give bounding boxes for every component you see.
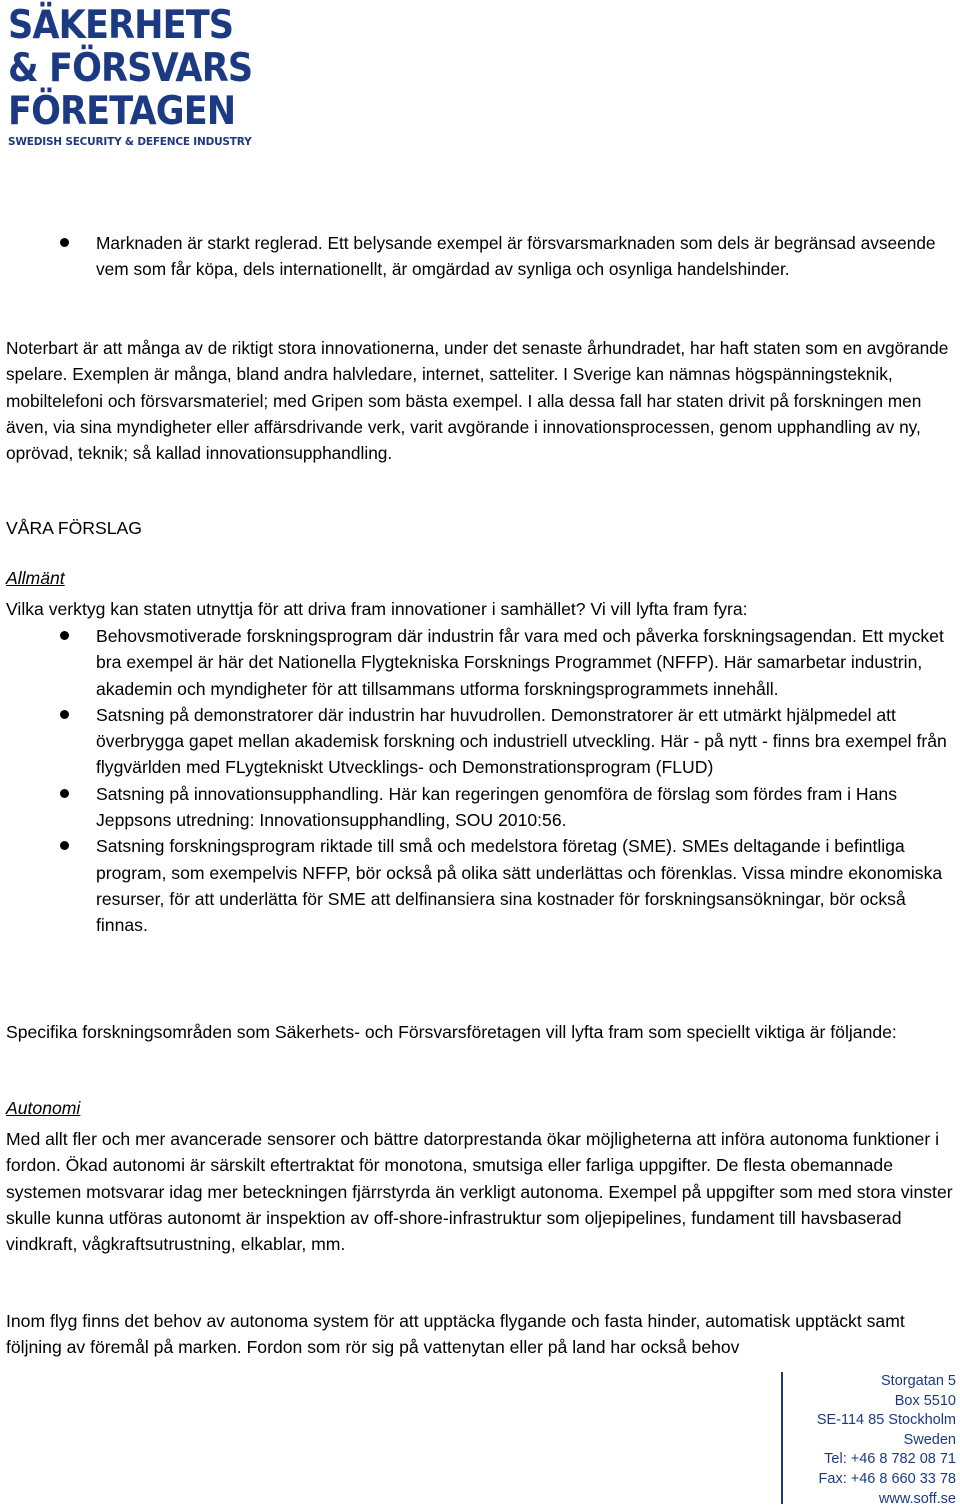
- paragraph-innovation-state: Noterbart är att många av de riktigt stora innovationerna, under det senaste århundradet, har haft staten som en avgörande spelare. Exemplen är många, bland andra halvledare, internet, satteliter. I Sverige kan nämnas högspänningsteknik, mobiltelefoni och försvarsmateriel; med Gripen som bästa exempel. I alla dessa fall har staten drivit på forskningen men även, via sina myndigheter eller affärsdrivande verk, varit avgörande i innovationsprocessen, genom upphandling av ny, oprövad, teknik; så kallad innovationsupphandling.: [6, 338, 949, 464]
- list-item: [6, 833, 954, 938]
- footer-contact: [781, 1372, 956, 1507]
- logo-line-1: SÄKERHETS: [8, 3, 234, 48]
- intro-bullet-text: Marknaden är starkt reglerad. Ett belysande exempel är försvarsmarknaden som dels är begränsad avseende vem som får köpa, dels internationellt, är omgärdad av synliga och osynliga handelshinder.: [96, 233, 936, 280]
- proposals-list: [6, 623, 954, 939]
- footer-web-link[interactable]: www.soff.se: [878, 1490, 956, 1507]
- list-item: [6, 781, 954, 834]
- proposal-text: Satsning forskningsprogram riktade till små och medelstora företag (SME). SMEs deltagande i befintliga program, som exempelvis NFFP, bör också på olika sätt underlättas och förenklas. Vissa mindre ekonomiska resurser, för att underlätta för SME att delfinansiera sina kostnader för forskningsansökningar, bör också finnas.: [96, 836, 943, 936]
- logo-tagline: SWEDISH SECURITY & DEFENCE INDUSTRY: [8, 136, 252, 148]
- bullet-icon: [60, 789, 69, 798]
- company-logo: [8, 3, 253, 148]
- list-item: [6, 623, 954, 702]
- lead-paragraph: Vilka verktyg kan staten utnyttja för att driva fram innovationer i samhället? Vi vill lyfta fram fyra:: [6, 599, 748, 619]
- logo-line-2: & FÖRSVARS: [8, 46, 253, 91]
- bullet-icon: [60, 841, 69, 850]
- proposal-text: Satsning på innovationsupphandling. Här kan regeringen genomföra de förslag som fördes fram i Hans Jeppsons utredning: Innovationsupphandling, SOU 2010:56.: [96, 783, 897, 831]
- footer-fax: Fax: +46 8 660 33 78: [818, 1470, 956, 1487]
- bullet-icon: [60, 238, 69, 247]
- section-heading: VÅRA FÖRSLAG: [6, 518, 142, 538]
- list-item: [6, 702, 954, 781]
- footer-postal: SE-114 85 Stockholm: [816, 1412, 956, 1429]
- footer-street: Storgatan 5: [881, 1373, 956, 1389]
- bullet-icon: [60, 631, 69, 640]
- paragraph-research-areas: Specifika forskningsområden som Säkerhets- och Försvarsföretagen vill lyfta fram som speciellt viktiga är följande:: [6, 1022, 897, 1042]
- footer-box: Box 5510: [894, 1392, 956, 1409]
- footer-country: Sweden: [903, 1431, 956, 1448]
- footer-tel: Tel: +46 8 782 08 71: [824, 1451, 956, 1468]
- proposal-text: Behovsmotiverade forskningsprogram där industrin får vara med och påverka forskningsagendan. Ett mycket bra exempel är här det Nationella Flygtekniska Forsknings Programmet (NFFP). Här samarbetar industrin, akademin och myndigheter för att tillsammans utforma forskningsprogrammets innehåll.: [96, 626, 944, 699]
- intro-bullet-list: [6, 230, 954, 283]
- paragraph-autonomy: Med allt fler och mer avancerade sensorer och bättre datorprestanda ökar möjligheterna att införa autonoma funktioner i fordon. Ökad autonomi är särskilt eftertraktat för monotona, smutsiga eller farliga uppgifter. De flesta obemannade systemen motsvarar idag mer beteckningen fjärrstyrda än verkligt autonoma. Exempel på uppgifter som med stora vinster skulle kunna utföras autonomt är inspektion av off-shore-infrastruktur som oljepipelines, fundament till havsbaserad vindkraft, vågkraftsutrustning, elkablar, mm.: [6, 1129, 953, 1255]
- proposal-text: Satsning på demonstratorer där industrin har huvudrollen. Demonstratorer är ett utmärkt hjälpmedel att överbrygga gapet mellan akademisk forskning och industriell utveckling. Här - på nytt - finns bra exempel från flygvärlden med FLygtekniskt Utvecklings- och Demonstrationsprogram (FLUD): [96, 704, 947, 778]
- logo-line-3: FÖRETAGEN: [8, 89, 236, 134]
- subheading-general: Allmänt: [6, 568, 65, 588]
- paragraph-aviation: Inom flyg finns det behov av autonoma system för att upptäcka flygande och fasta hinder, automatisk upptäckt samt följning av föremål på marken. Fordon som rör sig på vattenytan eller på land har också behov: [6, 1311, 905, 1358]
- subheading-autonomy: Autonomi: [6, 1098, 81, 1118]
- bullet-icon: [60, 710, 69, 719]
- list-item: [6, 230, 954, 283]
